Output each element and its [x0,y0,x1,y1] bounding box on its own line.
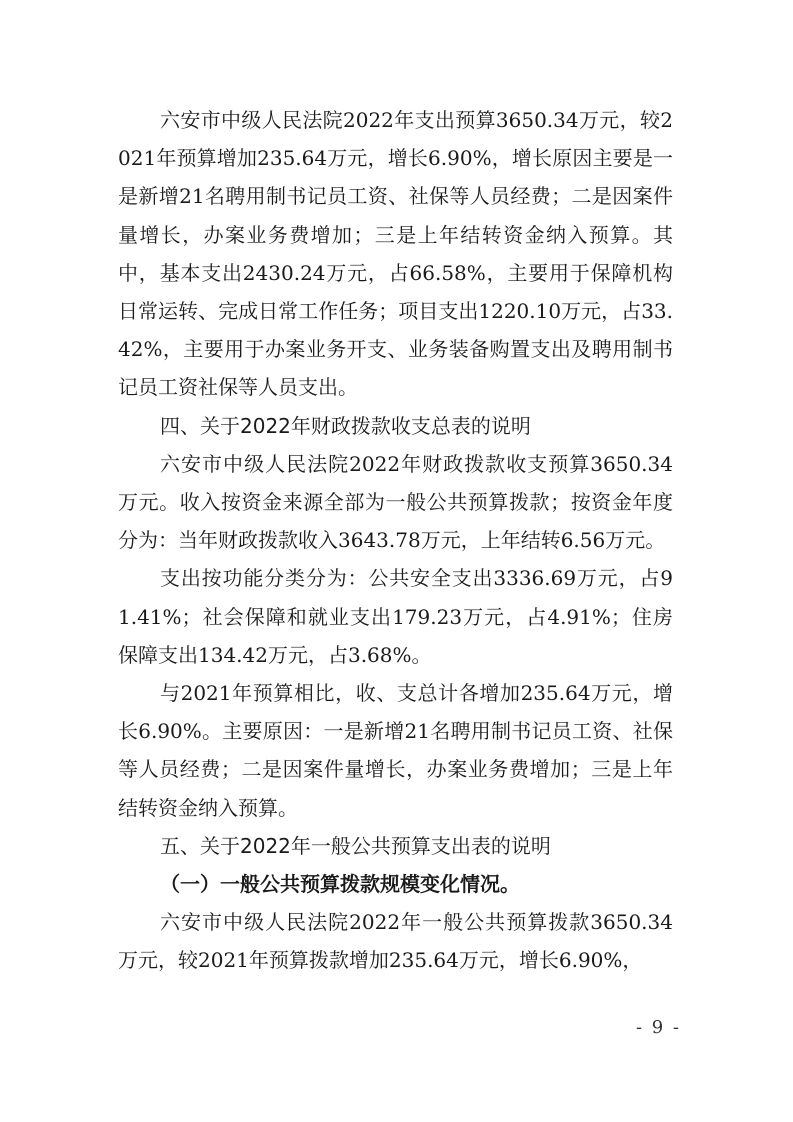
paragraph-expenditure-by-function: 支出按功能分类分为：公共安全支出3336.69万元，占91.41%；社会保障和就业支出179.23万元，占4.91%；住房保障支出134.42万元，占3.68%。 [118,566,673,667]
paragraph-general-budget: 六安市中级人民法院2022年一般公共预算拨款3650.34万元，较2021年预算拨款增加235.64万元，增长6.90%， [118,910,673,973]
section-heading-4: 四、关于2022年财政拨款收支总表的说明 [160,413,531,438]
document-body [118,101,673,980]
page-number: - 9 - [635,1017,681,1038]
paragraph-fiscal-income: 六安市中级人民法院2022年财政拨款收支预算3650.34万元。收入按资金来源全部为一般公共预算拨款；按资金年度分为：当年财政拨款收入3643.78万元，上年结转6.56万元。 [118,451,673,553]
paragraph-budget-summary: 六安市中级人民法院2022年支出预算3650.34万元，较2021年预算增加235.64万元，增长6.90%，增长原因主要是一是新增21名聘用制书记员工资、社保等人员经费；二是因案件量增长，办案业务费增加；三是上年结转资金纳入预算。其中，基本支出2430.24万元，占66.58%，主要用于保障机构日常运转、完成日常工作任务；项目支出1220.10万元，占33.42%，主要用于办案业务开支、业务装备购置支出及聘用制书记员工资社保等人员支出。 [118,108,673,400]
section-heading-5: 五、关于2022年一般公共预算支出表的说明 [160,833,551,858]
paragraph-year-comparison: 与2021年预算相比，收、支总计各增加235.64万元，增长6.90%。主要原因：一是新增21名聘用制书记员工资、社保等人员经费；二是因案件量增长，办案业务费增加；三是上年结转资金纳入预算。 [118,681,673,820]
subsection-heading-1: （一）一般公共预算拨款规模变化情况。 [160,872,520,897]
